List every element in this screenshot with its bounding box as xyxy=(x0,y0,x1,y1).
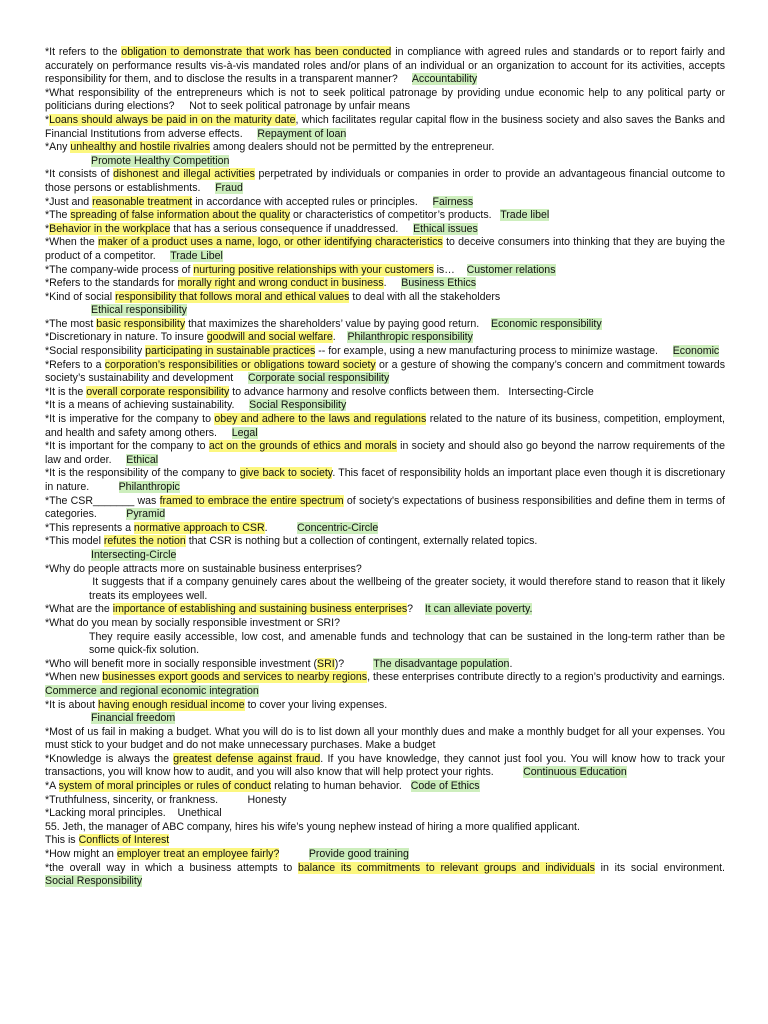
highlight-answer: Trade libel xyxy=(500,209,550,222)
highlight-answer: Legal xyxy=(231,426,258,439)
highlight-answer: Continuous Education xyxy=(523,766,627,779)
text-segment: *It refers to the xyxy=(45,46,122,58)
text-segment: *What do you mean by socially responsible investment or SRI? xyxy=(45,616,341,629)
qa-line xyxy=(45,563,725,577)
highlight-answer: Financial freedom xyxy=(91,712,176,725)
qa-line xyxy=(45,522,725,536)
text-segment: related to the nature of its business, competition, employment, and health and safety among others. xyxy=(45,413,728,439)
qa-line xyxy=(45,861,755,889)
text-segment: *Social responsibility xyxy=(45,345,146,358)
highlight-answer: Customer relations xyxy=(466,263,556,276)
text-segment: *It is about xyxy=(45,698,98,711)
qa-line xyxy=(45,413,728,440)
text-segment: * xyxy=(45,113,50,126)
text-segment: *Discretionary in nature. To insure xyxy=(45,331,207,344)
qa-line xyxy=(45,399,725,413)
highlight-answer: Ethical xyxy=(126,453,159,466)
text-segment: to cover your living expenses. xyxy=(244,698,388,711)
text-segment: *Kind of social xyxy=(45,290,116,303)
highlight-question-phrase: basic responsibility xyxy=(96,317,186,330)
text-segment: *Refers to a xyxy=(45,358,105,371)
text-segment: *Any xyxy=(45,141,71,154)
qa-line xyxy=(45,113,728,141)
highlight-question-phrase: maker of a product uses a name, logo, or other identifying characteristics xyxy=(98,236,443,249)
highlight-answer: Repayment of loan xyxy=(257,127,347,140)
highlight-answer: Social Responsibility xyxy=(249,399,347,412)
highlight-answer: Provide good training xyxy=(308,848,409,861)
text-segment: or a gesture of showing the company’s concern and commitment towards society’s sustainability and development xyxy=(45,358,728,385)
highlight-answer: Philanthropic responsibility xyxy=(347,331,473,344)
text-segment: *The most xyxy=(45,317,97,330)
qa-line xyxy=(45,46,728,87)
highlight-question-phrase: reasonable treatment xyxy=(92,195,193,208)
highlight-question-phrase: SRI xyxy=(317,657,335,670)
text-segment: *It is imperative for the company to xyxy=(45,413,215,426)
highlight-question-phrase: responsibility that follows moral and ethical values xyxy=(115,290,350,303)
text-segment: *Why do people attracts more on sustainable business enterprises? xyxy=(45,562,362,575)
highlight-question-phrase: obligation to demonstrate that work has been conducted xyxy=(121,46,392,58)
qa-line xyxy=(45,358,728,386)
qa-line xyxy=(45,331,725,345)
qa-line xyxy=(45,603,725,617)
qa-line xyxy=(45,291,725,305)
qa-line xyxy=(45,821,725,835)
text-segment: 55. Jeth, the manager of ABC company, hires his wife’s young nephew instead of hiring a more qualified applicant. xyxy=(45,820,580,833)
text-segment: of society's expectations of business responsibilities and define them in terms of categories. xyxy=(45,494,728,521)
highlight-question-phrase: employer treat an employee fairly? xyxy=(116,848,280,861)
text-segment: *A xyxy=(45,780,59,793)
highlight-answer: Corporate social responsibility xyxy=(247,372,390,385)
highlight-answer: Social Responsibility xyxy=(45,875,143,888)
text-segment: *The CSR_______ was xyxy=(45,494,160,507)
highlight-question-phrase: obey and adhere to the laws and regulations xyxy=(214,413,427,426)
text-segment: that CSR is nothing but a collection of contingent, externally related topics. xyxy=(185,535,538,548)
text-segment: *It is a means of achieving sustainability. xyxy=(45,399,250,412)
qa-line xyxy=(45,318,725,332)
qa-line xyxy=(45,671,755,698)
document-page xyxy=(45,46,755,889)
highlight-question-phrase: dishonest and illegal activities xyxy=(113,168,255,181)
text-segment: , these enterprises contribute directly to a region’s productivity and earnings. xyxy=(367,671,755,684)
text-segment: . xyxy=(264,521,298,534)
text-segment: *It consists of xyxy=(45,168,114,181)
highlight-answer: Ethical issues xyxy=(413,222,478,235)
highlight-question-phrase: refutes the notion xyxy=(103,535,186,548)
highlight-answer: Fairness xyxy=(432,195,474,208)
highlight-question-phrase: greatest defense against fraud xyxy=(173,752,321,765)
highlight-question-phrase: participating in sustainable practices xyxy=(145,345,316,358)
highlight-answer: Philanthropic xyxy=(118,481,180,493)
highlight-question-phrase: system of moral principles or rules of conduct xyxy=(58,780,272,793)
qa-line xyxy=(45,725,728,753)
highlight-question-phrase: corporation’s responsibilities or obligations toward society xyxy=(104,358,376,371)
highlight-question-phrase: overall corporate responsibility xyxy=(86,385,230,398)
text-segment: relating to human behavior. xyxy=(271,780,411,793)
qa-line xyxy=(45,834,725,848)
qa-line xyxy=(45,223,725,237)
qa-line xyxy=(45,264,725,278)
text-segment: They require easily accessible, low cost, and amenable funds and technology that can be sustained in the long-term rather than be some quick-fix solution. xyxy=(89,630,728,657)
highlight-answer: Intersecting-Circle xyxy=(91,548,177,561)
highlight-answer: Concentric-Circle xyxy=(297,521,379,534)
text-segment: *Refers to the standards for xyxy=(45,277,178,290)
qa-line xyxy=(45,712,725,726)
text-segment: * xyxy=(45,222,50,235)
text-segment: *The xyxy=(45,209,71,222)
qa-line xyxy=(45,699,725,713)
text-segment xyxy=(279,848,308,860)
highlight-answer: Trade Libel xyxy=(170,249,223,262)
highlight-answer: Accountability xyxy=(411,73,478,86)
highlight-answer: Economic responsibility xyxy=(490,317,602,330)
qa-line xyxy=(45,617,725,631)
text-segment: that maximizes the shareholders’ value by paying good return. xyxy=(185,317,491,330)
text-segment: . xyxy=(509,657,513,670)
highlight-answer: Business Ethics xyxy=(401,277,477,290)
highlight-answer: Commerce and regional economic integration xyxy=(45,684,259,697)
qa-line xyxy=(45,236,728,263)
text-segment: is… xyxy=(433,263,467,276)
qa-line xyxy=(45,467,728,494)
qa-line xyxy=(45,277,725,291)
highlight-question-phrase: businesses export goods and services to nearby regions xyxy=(102,671,368,684)
qa-line xyxy=(45,780,725,794)
qa-line xyxy=(45,794,725,808)
text-segment: *Lacking moral principles. Unethical xyxy=(45,807,222,820)
text-segment: This is xyxy=(45,834,79,847)
highlight-answer: The disadvantage population xyxy=(373,657,510,670)
qa-line xyxy=(45,658,725,672)
qa-line xyxy=(45,86,728,114)
highlight-question-phrase: give back to society xyxy=(239,467,333,480)
text-segment: *the overall way in which a business attempts to xyxy=(45,861,298,874)
text-segment: -- for example, using a new manufacturing process to minimize wastage. xyxy=(315,345,673,358)
highlight-question-phrase: unhealthy and hostile rivalries xyxy=(70,141,210,154)
highlight-answer: Fraud xyxy=(215,181,243,194)
qa-line xyxy=(45,168,728,195)
text-segment: in society and should also go beyond the narrow requirements of the law and order. xyxy=(45,440,728,466)
highlight-question-phrase: normative approach to CSR xyxy=(133,521,265,534)
text-segment: perpetrated by individuals or companies in order to provide an advantageous financial outcome to those persons or establishments. xyxy=(45,168,728,194)
highlight-question-phrase: spreading of false information about the quality xyxy=(70,209,290,222)
text-segment: *When the xyxy=(45,236,99,249)
highlight-question-phrase: Loans should always be paid in on the maturity date xyxy=(49,113,296,126)
text-segment: ? xyxy=(407,603,425,616)
qa-line xyxy=(45,630,728,658)
text-segment: *Most of us fail in making a budget. What you will do is to list down all your monthly dues and make a monthly budget for all your expenses. You must stick to your budget and do not make unnecessary purchases. Make a budget xyxy=(45,725,728,752)
text-segment: *Truthfulness, sincerity, or frankness. Honesty xyxy=(45,793,287,806)
highlight-answer: Ethical responsibility xyxy=(91,304,187,317)
highlight-question-phrase: morally right and wrong conduct in business xyxy=(177,277,384,290)
highlight-question-phrase: framed to embrace the entire spectrum xyxy=(159,494,344,507)
highlight-answer: Promote Healthy Competition xyxy=(91,154,230,167)
text-segment: . xyxy=(332,331,348,344)
qa-line xyxy=(45,304,725,318)
text-segment: to advance harmony and resolve conflicts between them. Intersecting-Circle xyxy=(229,385,594,398)
text-segment: *How might an xyxy=(45,848,117,861)
text-segment: )? xyxy=(334,657,374,670)
text-segment: . This facet of responsibility holds an important place even though it is discretionary in nature. xyxy=(45,467,728,493)
text-segment: to deceive consumers into thinking that they are buying the product of a competitor. xyxy=(45,236,728,262)
text-segment: in compliance with agreed rules and standards or to report fairly and accurately on performance results vis-à-vis mandated roles and/or plans of an individual or an organization to account for its activities, accepts responsibility for them, and to disclose the results in a transparent manner? xyxy=(45,46,728,86)
text-segment: It suggests that if a company genuinely cares about the wellbeing of the greater society, it would therefore stand to reason that it likely treats its employees well. xyxy=(89,576,728,602)
qa-line xyxy=(45,386,725,400)
qa-line xyxy=(45,535,725,549)
qa-line xyxy=(45,155,725,169)
highlight-question-phrase: balance its commitments to relevant groups and individuals xyxy=(298,861,595,874)
qa-line xyxy=(45,848,725,862)
highlight-question-phrase: Behavior in the workplace xyxy=(49,222,171,235)
highlight-question-phrase: having enough residual income xyxy=(98,698,245,711)
text-segment: or characteristics of competitor’s products. xyxy=(290,209,501,222)
highlight-answer: Code of Ethics xyxy=(410,780,480,793)
qa-line xyxy=(45,494,728,522)
text-segment: to deal with all the stakeholders xyxy=(349,290,501,303)
highlight-question-phrase: importance of establishing and sustaining business enterprises xyxy=(112,603,408,616)
text-segment: *When new xyxy=(45,671,103,684)
highlight-answer: Pyramid xyxy=(126,508,166,521)
text-segment: among dealers should not be permitted by the entrepreneur. xyxy=(209,141,495,154)
qa-line xyxy=(45,549,725,563)
qa-line xyxy=(45,807,725,821)
highlight-question-phrase: nurturing positive relationships with your customers xyxy=(193,263,434,276)
text-segment: *This model xyxy=(45,535,104,548)
highlight-question-phrase: act on the grounds of ethics and morals xyxy=(208,440,397,453)
highlight-answer: It can alleviate poverty. xyxy=(424,603,533,616)
text-segment: . xyxy=(383,277,402,290)
qa-line xyxy=(45,345,725,359)
text-segment: *What are the xyxy=(45,603,113,616)
qa-line xyxy=(45,752,728,780)
qa-line xyxy=(45,141,725,155)
text-segment: that has a serious consequence if unaddressed. xyxy=(170,222,414,235)
text-segment: *Who will benefit more in socially responsible investment ( xyxy=(45,657,318,670)
text-segment: *It is important for the company to xyxy=(45,440,209,453)
text-segment: *This represents a xyxy=(45,521,134,534)
text-segment: in its social environment. xyxy=(594,861,755,874)
text-segment: . If you have knowledge, they cannot just fool you. You will know how to track your transactions, you will know how to audit, and you will also know that will help protect your rights. xyxy=(45,752,728,779)
highlight-answer: Economic xyxy=(672,345,720,358)
text-segment: in accordance with accepted rules or principles. xyxy=(192,195,433,208)
highlight-question-phrase: goodwill and social welfare xyxy=(206,331,333,344)
qa-line xyxy=(45,576,728,603)
qa-line xyxy=(45,440,728,467)
text-segment: *What responsibility of the entrepreneurs which is not to seek political patronage by providing undue economic help to any political party or politicians during elections? Not to seek political patronage by unfair means xyxy=(45,86,728,113)
text-segment: *The company-wide process of xyxy=(45,263,194,276)
qa-line xyxy=(45,196,725,210)
text-segment: , which facilitates regular capital flow in the business society and also saves the Banks and Financial Institutions from adverse effects. xyxy=(45,113,728,140)
text-segment: *Just and xyxy=(45,195,93,208)
text-segment: *It is the xyxy=(45,385,87,398)
highlight-question-phrase: Conflicts of Interest xyxy=(78,834,170,847)
text-segment: *Knowledge is always the xyxy=(45,752,174,765)
qa-line xyxy=(45,209,725,223)
text-segment: *It is the responsibility of the company to xyxy=(45,467,240,480)
